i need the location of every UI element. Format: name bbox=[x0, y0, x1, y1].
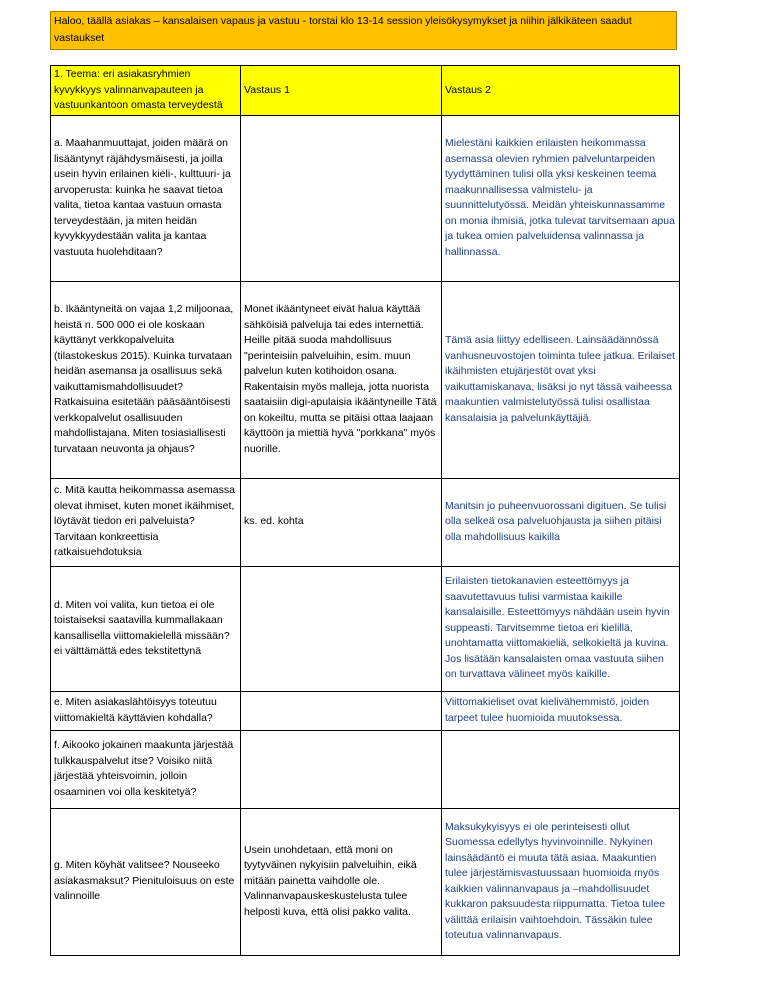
answer2-cell bbox=[442, 730, 680, 808]
question-cell: a. Maahanmuuttajat, joiden määrä on lisääntynyt räjähdysmäisesti, ja joilla usein hyvin erilainen kieli-, kulttuuri- ja arvoperusta: kuinka he saavat tietoa valita, tietoa kantaa vastuun omasta terveydestään, ja miten heidän kyvykkyydestään valita ja kantaa vastuuta huolehditaan? bbox=[51, 115, 241, 281]
answer1-cell bbox=[241, 730, 442, 808]
header-title: Haloo, täällä asiakas – kansalaisen vapaus ja vastuu - torstai klo 13-14 session yleisökysymykset ja niihin jälkikäteen saadut vastaukset bbox=[54, 15, 632, 44]
answer1-cell: Monet ikääntyneet eivät halua käyttää sähköisiä palveluja tai edes internettiä. Heille pitää suoda mahdollisuus "perinteisiin palveluihin, esim. muun palvelun kuten kotihoidon osana. Rakentaisin myös malleja, jotta nuorista saataisiin digi-apulaisia ikääntyneille Tätä on kokeiltu, mutta se pitäisi ottaa laajaan käyttöön ja miettiä hyvä "porkkana" myös nuorille. bbox=[241, 281, 442, 478]
page-header bbox=[50, 11, 677, 50]
answer2-cell: Tämä asia liittyy edelliseen. Lainsäädännössä vanhusneuvostojen toiminta tulee jatkua. Erilaiset ikäihmisten etujärjestöt ovat yksi vaikuttamiskanava, lisäksi jo nyt tässä vaiheessa maakuntien valmistelutyössä tulisi osallistaa kansalaisia ja palvelunkäyttäjiä. bbox=[442, 281, 680, 478]
answer2-cell: Manitsin jo puheenvuorossani digituen. Se tulisi olla selkeä osa palveluohjausta ja siihen pitäisi olla mahdollisuus kaikilla bbox=[442, 478, 680, 566]
question-cell: f. Aikooko jokainen maakunta järjestää tulkkauspalvelut itse? Voisiko niitä järjestää yhteisvoimin, jolloin osaaminen voi olla keskitetyä? bbox=[51, 730, 241, 808]
question-cell: d. Miten voi valita, kun tietoa ei ole toistaiseksi saatavilla kummallakaan kansallisella viittomakielellä missään? ei välttämättä edes tekstitettynä bbox=[51, 566, 241, 691]
question-cell: e. Miten asiakaslähtöisyys toteutuu viittomakieltä käyttävien kohdalla? bbox=[51, 691, 241, 730]
answer2-cell: Erilaisten tietokanavien esteettömyys ja saavutettavuus tulisi varmistaa kaikille kansalaisille. Esteettömyys nähdään usein hyvin suppeasti. Tarvitsemme tietoa eri kielillä, unohtamatta viittomakieliä, selkokieltä ja kuvina. Jos lisätään kansalaisten omaa vastuuta siihen on turvattava välineet myös kaikille. bbox=[442, 566, 680, 691]
question-cell: c. Mitä kautta heikommassa asemassa olevat ihmiset, kuten monet ikäihmiset, löytävät tiedon eri palveluista? Tarvitaan konkreettisia ratkaisuehdotuksia bbox=[51, 478, 241, 566]
table-row bbox=[51, 566, 680, 691]
column-header-answer2: Vastaus 2 bbox=[442, 66, 680, 116]
column-header-answer1: Vastaus 1 bbox=[241, 66, 442, 116]
table-row bbox=[51, 115, 680, 281]
qa-table bbox=[50, 65, 680, 956]
table-row bbox=[51, 281, 680, 478]
answer1-cell bbox=[241, 691, 442, 730]
question-cell: g. Miten köyhät valitsee? Nouseeko asiakasmaksut? Pienituloisuus on este valinnoille bbox=[51, 808, 241, 955]
table-header-row bbox=[51, 66, 680, 116]
table-row bbox=[51, 691, 680, 730]
answer1-cell bbox=[241, 115, 442, 281]
answer2-cell: Maksukykyisyys ei ole perinteisesti ollut Suomessa edellytys hyvinvoinnille. Nykyinen lainsäädäntö ei muuta tätä asiaa. Maakuntien tulee järjestämisvastuussaan huomioida myös kaikkien valinnanvapaus ja –mahdollisuudet kukkaron paksuudesta riippumatta. Tietoa tulee välittää erilaisin vaihtoehdoin. Tässäkin tulee toteutua valinnanvapaus. bbox=[442, 808, 680, 955]
answer1-cell bbox=[241, 566, 442, 691]
answer1-cell: ks. ed. kohta bbox=[241, 478, 442, 566]
column-header-theme: 1. Teema: eri asiakasryhmien kyvykkyys valinnanvapauteen ja vastuunkantoon omasta terveydestä bbox=[51, 66, 241, 116]
table-row bbox=[51, 730, 680, 808]
answer2-cell: Viittomakieliset ovat kielivähemmistö, joiden tarpeet tulee huomioida muutoksessa. bbox=[442, 691, 680, 730]
table-row bbox=[51, 478, 680, 566]
answer2-cell: Mielestäni kaikkien erilaisten heikommassa asemassa olevien ryhmien palveluntarpeiden tyydyttäminen tulisi olla yksi keskeinen teema maakunnallisessa valmistelu- ja suunnittelutyössä. Meidän yhteiskunnassamme on monia ihmisiä, jotka tulevat tarvitsemaan apua ja tukea omien palveluidensa valinnassa ja hallinnassa. bbox=[442, 115, 680, 281]
question-cell: b. Ikääntyneitä on vajaa 1,2 miljoonaa, heistä n. 500 000 ei ole koskaan käyttänyt verkkopalveluita (tilastokeskus 2015). Kuinka turvataan heidän asemansa ja osallisuus sekä vaikuttamismahdollisuudet? Ratkaisuina esitetään pääsääntöisesti verkkopalvelut osallisuuden mahdollistajana. Miten tosiasiallisesti turvataan neuvonta ja ohjaus? bbox=[51, 281, 241, 478]
table-row bbox=[51, 808, 680, 955]
answer1-cell: Usein unohdetaan, että moni on tyytyväinen nykyisiin palveluihin, eikä mitään painetta vaihdolle ole. Valinnanvapauskeskustelusta tulee helposti kuva, että olisi pakko valita. bbox=[241, 808, 442, 955]
